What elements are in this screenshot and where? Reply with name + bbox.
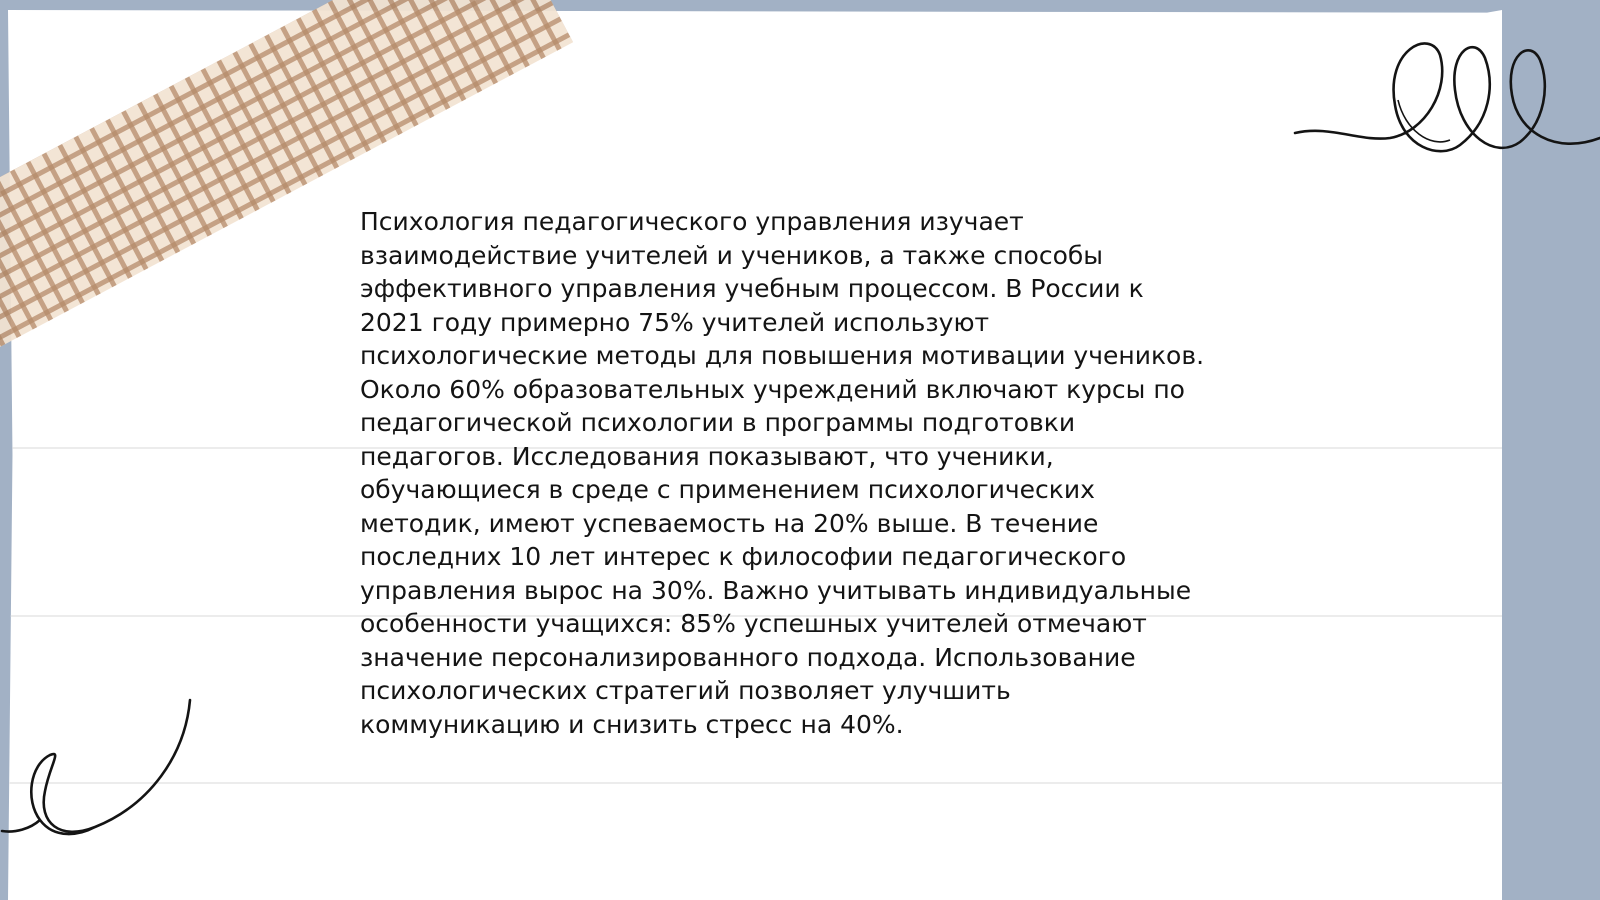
- curl-squiggle: [0, 695, 200, 855]
- paper-rule-line: [8, 782, 1502, 784]
- loop-squiggle: [1290, 30, 1600, 170]
- body-paragraph: Психология педагогического управления изучает взаимодействие учителей и учеников, а также способы эффективного управления учебным процессом. В России к 2021 году примерно 75% учителей используют психологические методы для повышения мотивации учеников. Около 60% образовательных учреждений включают курсы по педагогической психологии в программы подготовки педагогов. Исследования показывают, что ученики, обучающиеся в среде с применением психологических методик, имеют успеваемость на 20% выше. В течение последних 10 лет интерес к философии педагогического управления вырос на 30%. Важно учитывать индивидуальные особенности учащихся: 85% успешных учителей отмечают значение персонализированного подхода. Использование психологических стратегий позволяет улучшить коммуникацию и снизить стресс на 40%.: [360, 207, 1205, 739]
